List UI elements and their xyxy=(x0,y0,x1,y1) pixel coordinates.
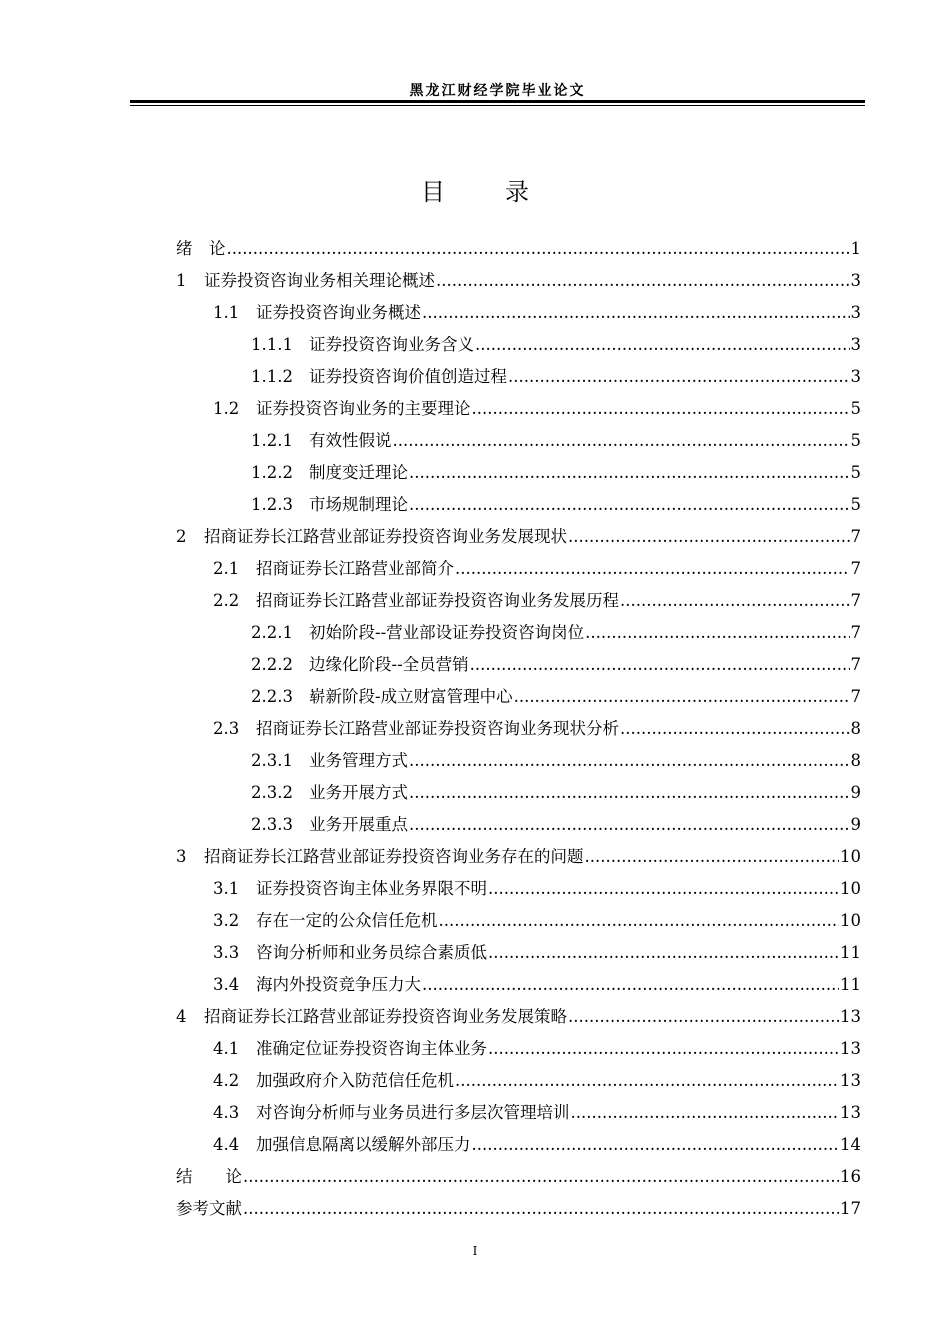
toc-entry-label: 招商证券长江路营业部证券投资咨询业务发展历程 xyxy=(256,591,619,610)
toc-entry-label: 证券投资咨询业务的主要理论 xyxy=(256,399,471,418)
toc-entry-number: 2.2 xyxy=(213,591,240,610)
toc-entry-page: 10 xyxy=(840,911,861,930)
toc-entry-number: 1.2.3 xyxy=(251,495,293,514)
toc-entry[interactable] xyxy=(176,843,861,875)
toc-dot-leader xyxy=(568,1007,839,1026)
toc-entry[interactable] xyxy=(176,523,861,555)
toc-entry-page: 8 xyxy=(850,719,861,738)
toc-entry-number: 4.4 xyxy=(213,1135,240,1154)
toc-entry-label: 招商证券长江路营业部证券投资咨询业务现状分析 xyxy=(256,719,619,738)
toc-entry[interactable] xyxy=(176,427,861,459)
toc-entry-number: 1 xyxy=(176,271,187,290)
toc-entry-page: 7 xyxy=(850,623,861,642)
toc-entry[interactable] xyxy=(176,779,861,811)
toc-dot-leader xyxy=(243,1199,839,1218)
toc-entry-page: 3 xyxy=(850,303,861,322)
toc-dot-leader xyxy=(472,1135,840,1154)
toc-entry-label: 咨询分析师和业务员综合素质低 xyxy=(256,943,487,962)
toc-entry-label: 加强政府介入防范信任危机 xyxy=(256,1071,454,1090)
toc-entry-label: 制度变迁理论 xyxy=(309,463,408,482)
toc-entry-label: 证券投资咨询业务含义 xyxy=(309,335,474,354)
toc-entry-label: 证券投资咨询主体业务界限不明 xyxy=(256,879,487,898)
toc-entry-number: 1.2 xyxy=(213,399,240,418)
toc-entry-page: 5 xyxy=(850,495,861,514)
toc-dot-leader xyxy=(422,303,850,322)
toc-entry-page: 11 xyxy=(840,943,861,962)
toc-entry-number: 3 xyxy=(176,847,187,866)
toc-entry[interactable] xyxy=(176,875,861,907)
toc-entry-label: 招商证券长江路营业部简介 xyxy=(256,559,454,578)
toc-entry-page: 1 xyxy=(850,239,861,258)
toc-entry-number: 1.1 xyxy=(213,303,240,322)
toc-entry[interactable] xyxy=(176,491,861,523)
toc-entry[interactable] xyxy=(176,939,861,971)
toc-entry[interactable] xyxy=(176,331,861,363)
toc-entry-page: 3 xyxy=(850,367,861,386)
toc-dot-leader xyxy=(568,527,850,546)
toc-dot-leader xyxy=(585,847,840,866)
toc-entry[interactable] xyxy=(176,587,861,619)
toc-entry-number: 4 xyxy=(176,1007,187,1026)
toc-entry[interactable] xyxy=(176,1035,861,1067)
toc-entry-page: 13 xyxy=(840,1103,861,1122)
toc-entry-number: 3.3 xyxy=(213,943,240,962)
toc-dot-leader xyxy=(455,559,850,578)
toc-entry-page: 13 xyxy=(840,1071,861,1090)
toc-entry-label: 市场规制理论 xyxy=(309,495,408,514)
toc-dot-leader xyxy=(620,591,850,610)
toc-entry-number: 2.3.2 xyxy=(251,783,293,802)
toc-entry-page: 5 xyxy=(850,463,861,482)
toc-entry-label: 业务管理方式 xyxy=(309,751,408,770)
toc-dot-leader xyxy=(620,719,850,738)
toc-entry[interactable] xyxy=(176,555,861,587)
toc-entry[interactable] xyxy=(176,1099,861,1131)
toc-entry-page: 13 xyxy=(840,1007,861,1026)
toc-entry-page: 13 xyxy=(840,1039,861,1058)
toc-entry-page: 3 xyxy=(850,335,861,354)
toc-dot-leader xyxy=(422,975,839,994)
toc-entry[interactable] xyxy=(176,1067,861,1099)
toc-dot-leader xyxy=(243,1167,839,1186)
toc-dot-leader xyxy=(488,879,839,898)
toc-entry-label: 证券投资咨询价值创造过程 xyxy=(309,367,507,386)
toc-entry-label: 绪 论 xyxy=(176,239,226,258)
toc-dot-leader xyxy=(488,943,839,962)
toc-entry[interactable] xyxy=(176,235,861,267)
toc-entry-label: 参考文献 xyxy=(176,1199,242,1218)
toc-dot-leader xyxy=(514,687,850,706)
toc-entry-number: 2.3.1 xyxy=(251,751,293,770)
toc-entry-label: 业务开展方式 xyxy=(309,783,408,802)
toc-entry[interactable] xyxy=(176,651,861,683)
toc-entry-label: 证券投资咨询业务概述 xyxy=(256,303,421,322)
table-of-contents xyxy=(176,235,861,1227)
toc-dot-leader xyxy=(409,463,850,482)
toc-entry-number: 1.2.2 xyxy=(251,463,293,482)
toc-entry[interactable] xyxy=(176,299,861,331)
toc-entry[interactable] xyxy=(176,971,861,1003)
toc-entry-number: 2.2.2 xyxy=(251,655,293,674)
toc-dot-leader xyxy=(472,399,850,418)
toc-entry[interactable] xyxy=(176,1163,861,1195)
toc-entry[interactable] xyxy=(176,267,861,299)
toc-entry-number: 2.1 xyxy=(213,559,240,578)
toc-dot-leader xyxy=(455,1071,839,1090)
toc-entry-number: 1.1.1 xyxy=(251,335,293,354)
toc-entry-label: 准确定位证券投资咨询主体业务 xyxy=(256,1039,487,1058)
toc-entry-page: 7 xyxy=(850,527,861,546)
toc-entry[interactable] xyxy=(176,619,861,651)
header-rule-thin xyxy=(130,105,865,106)
toc-entry-label: 边缘化阶段--全员营销 xyxy=(309,655,469,674)
toc-entry-page: 7 xyxy=(850,591,861,610)
toc-dot-leader xyxy=(470,655,850,674)
toc-entry[interactable] xyxy=(176,811,861,843)
toc-entry-label: 加强信息隔离以缓解外部压力 xyxy=(256,1135,471,1154)
toc-entry-number: 1.2.1 xyxy=(251,431,293,450)
toc-entry[interactable] xyxy=(176,747,861,779)
toc-entry[interactable] xyxy=(176,715,861,747)
toc-dot-leader xyxy=(436,271,850,290)
toc-entry-page: 8 xyxy=(850,751,861,770)
toc-entry-label: 存在一定的公众信任危机 xyxy=(256,911,438,930)
toc-entry-page: 17 xyxy=(840,1199,861,1218)
toc-dot-leader xyxy=(439,911,840,930)
toc-entry-page: 3 xyxy=(850,271,861,290)
toc-dot-leader xyxy=(409,815,850,834)
toc-dot-leader xyxy=(488,1039,839,1058)
toc-entry-label: 崭新阶段-成立财富管理中心 xyxy=(309,687,513,706)
toc-dot-leader xyxy=(393,431,850,450)
toc-entry-label: 招商证券长江路营业部证券投资咨询业务发展现状 xyxy=(204,527,567,546)
toc-dot-leader xyxy=(409,783,850,802)
toc-entry[interactable] xyxy=(176,907,861,939)
toc-entry-page: 7 xyxy=(850,559,861,578)
toc-entry-number: 2 xyxy=(176,527,187,546)
toc-entry-page: 9 xyxy=(850,815,861,834)
toc-entry-page: 7 xyxy=(850,655,861,674)
toc-entry[interactable] xyxy=(176,1003,861,1035)
toc-entry-page: 10 xyxy=(840,879,861,898)
toc-entry-label: 对咨询分析师与业务员进行多层次管理培训 xyxy=(256,1103,570,1122)
toc-dot-leader xyxy=(227,239,850,258)
toc-entry-number: 3.1 xyxy=(213,879,240,898)
toc-dot-leader xyxy=(409,751,850,770)
toc-entry[interactable] xyxy=(176,363,861,395)
toc-entry-label: 有效性假说 xyxy=(309,431,392,450)
toc-entry-label: 证券投资咨询业务相关理论概述 xyxy=(204,271,435,290)
toc-entry-label: 初始阶段--营业部设证券投资咨询岗位 xyxy=(309,623,585,642)
toc-entry[interactable] xyxy=(176,395,861,427)
toc-entry-number: 3.4 xyxy=(213,975,240,994)
toc-entry-page: 7 xyxy=(850,687,861,706)
toc-entry[interactable] xyxy=(176,1131,861,1163)
toc-entry[interactable] xyxy=(176,683,861,715)
toc-entry-label: 招商证券长江路营业部证券投资咨询业务发展策略 xyxy=(204,1007,567,1026)
toc-entry-label: 招商证券长江路营业部证券投资咨询业务存在的问题 xyxy=(204,847,584,866)
toc-entry-number: 2.3 xyxy=(213,719,240,738)
toc-entry-number: 4.3 xyxy=(213,1103,240,1122)
toc-entry-page: 16 xyxy=(840,1167,861,1186)
toc-entry-page: 5 xyxy=(850,431,861,450)
toc-entry-page: 11 xyxy=(840,975,861,994)
toc-dot-leader xyxy=(475,335,850,354)
toc-entry-number: 3.2 xyxy=(213,911,240,930)
toc-entry-page: 5 xyxy=(850,399,861,418)
toc-entry-number: 2.3.3 xyxy=(251,815,293,834)
toc-dot-leader xyxy=(508,367,850,386)
toc-entry-number: 2.2.3 xyxy=(251,687,293,706)
toc-entry-number: 4.1 xyxy=(213,1039,240,1058)
toc-dot-leader xyxy=(585,623,849,642)
toc-entry-page: 10 xyxy=(840,847,861,866)
page-header xyxy=(130,78,865,108)
toc-entry[interactable] xyxy=(176,1195,861,1227)
toc-entry-label: 结 论 xyxy=(176,1167,242,1186)
toc-entry-page: 9 xyxy=(850,783,861,802)
toc-entry[interactable] xyxy=(176,459,861,491)
footer-page-number: I xyxy=(472,1244,478,1258)
toc-entry-number: 2.2.1 xyxy=(251,623,293,642)
toc-entry-label: 业务开展重点 xyxy=(309,815,408,834)
toc-entry-number: 1.1.2 xyxy=(251,367,293,386)
toc-entry-number: 4.2 xyxy=(213,1071,240,1090)
toc-dot-leader xyxy=(571,1103,840,1122)
header-title: 黑龙江财经学院毕业论文 xyxy=(409,83,586,99)
toc-title: 目 录 xyxy=(421,178,547,206)
toc-dot-leader xyxy=(409,495,850,514)
toc-entry-label: 海内外投资竞争压力大 xyxy=(256,975,421,994)
toc-entry-page: 14 xyxy=(840,1135,861,1154)
header-rule-thick xyxy=(130,100,865,103)
